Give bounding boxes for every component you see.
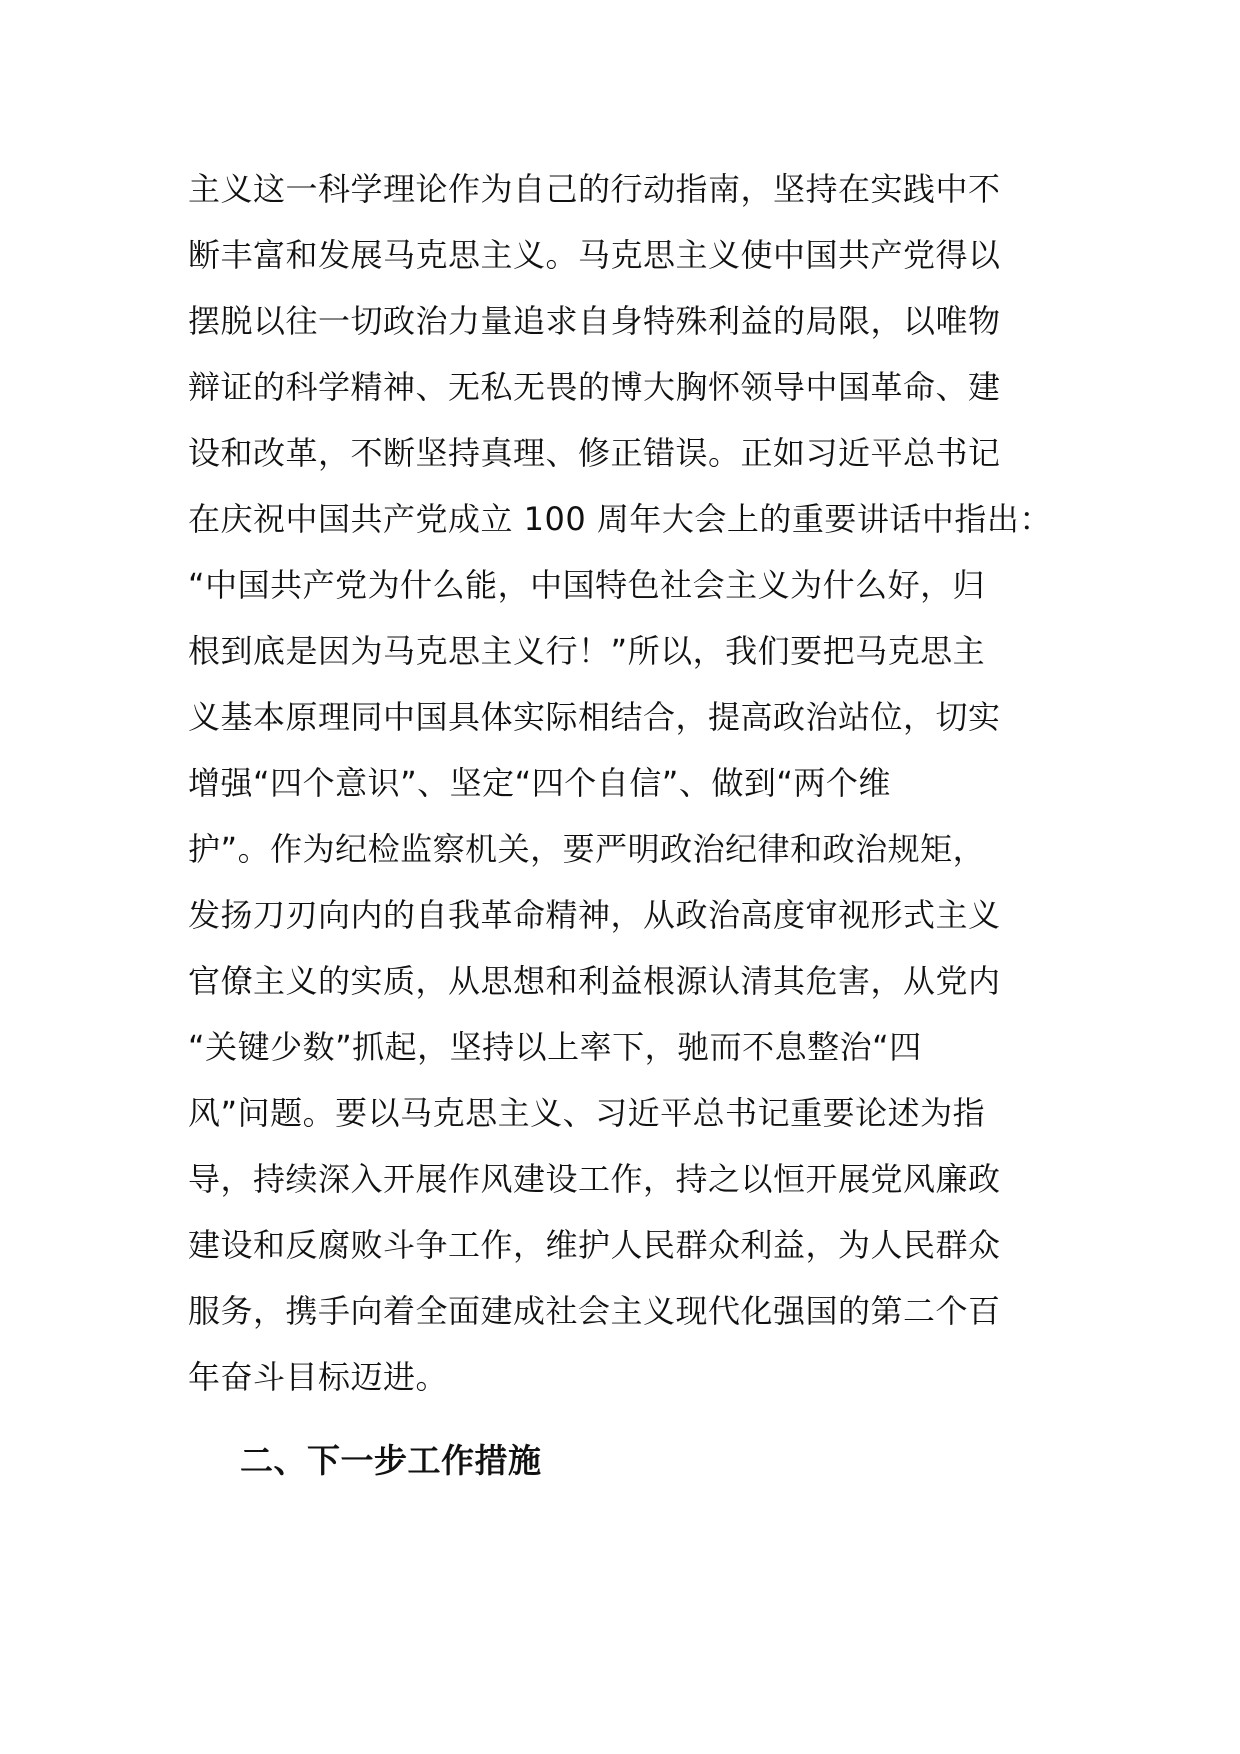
paragraph-line: 主义这一科学理论作为自己的行动指南，坚持在实践中不 (188, 170, 1001, 208)
paragraph-line: 摆脱以往一切政治力量追求自身特殊利益的局限，以唯物 (188, 302, 1001, 340)
paragraph-line: 风”问题。要以马克思主义、习近平总书记重要论述为指 (188, 1094, 986, 1132)
paragraph-line: 发扬刀刃向内的自我革命精神，从政治高度审视形式主义 (188, 896, 1001, 934)
paragraph-line: 导，持续深入开展作风建设工作，持之以恒开展党风廉政 (188, 1160, 1001, 1198)
paragraph-line: 断丰富和发展马克思主义。马克思主义使中国共产党得以 (188, 236, 1001, 274)
section-heading: 二、下一步工作措施 (240, 1441, 542, 1480)
paragraph-line: 根到底是因为马克思主义行！”所以，我们要把马克思主 (188, 632, 986, 670)
paragraph-line: 增强“四个意识”、坚定“四个自信”、做到“两个维 (188, 764, 891, 802)
paragraph-line: 建设和反腐败斗争工作，维护人民群众利益，为人民群众 (188, 1226, 1001, 1264)
body-paragraph (188, 156, 1088, 1410)
paragraph-line: “中国共产党为什么能，中国特色社会主义为什么好，归 (188, 566, 986, 604)
paragraph-line: 辩证的科学精神、无私无畏的博大胸怀领导中国革命、建 (188, 368, 1001, 406)
paragraph-line: 设和改革，不断坚持真理、修正错误。正如习近平总书记 (188, 434, 1001, 472)
paragraph-line: 服务，携手向着全面建成社会主义现代化强国的第二个百 (188, 1292, 1001, 1330)
paragraph-line: 在庆祝中国共产党成立 100 周年大会上的重要讲话中指出： (188, 500, 1052, 538)
paragraph-line: 官僚主义的实质，从思想和利益根源认清其危害，从党内 (188, 962, 1001, 1000)
paragraph-line: 义基本原理同中国具体实际相结合，提高政治站位，切实 (188, 698, 1001, 736)
paragraph-line: “关键少数”抓起，坚持以上率下，驰而不息整治“四 (188, 1028, 922, 1066)
paragraph-line: 年奋斗目标迈进。 (188, 1358, 449, 1396)
paragraph-line: 护”。作为纪检监察机关，要严明政治纪律和政治规矩， (188, 830, 986, 868)
